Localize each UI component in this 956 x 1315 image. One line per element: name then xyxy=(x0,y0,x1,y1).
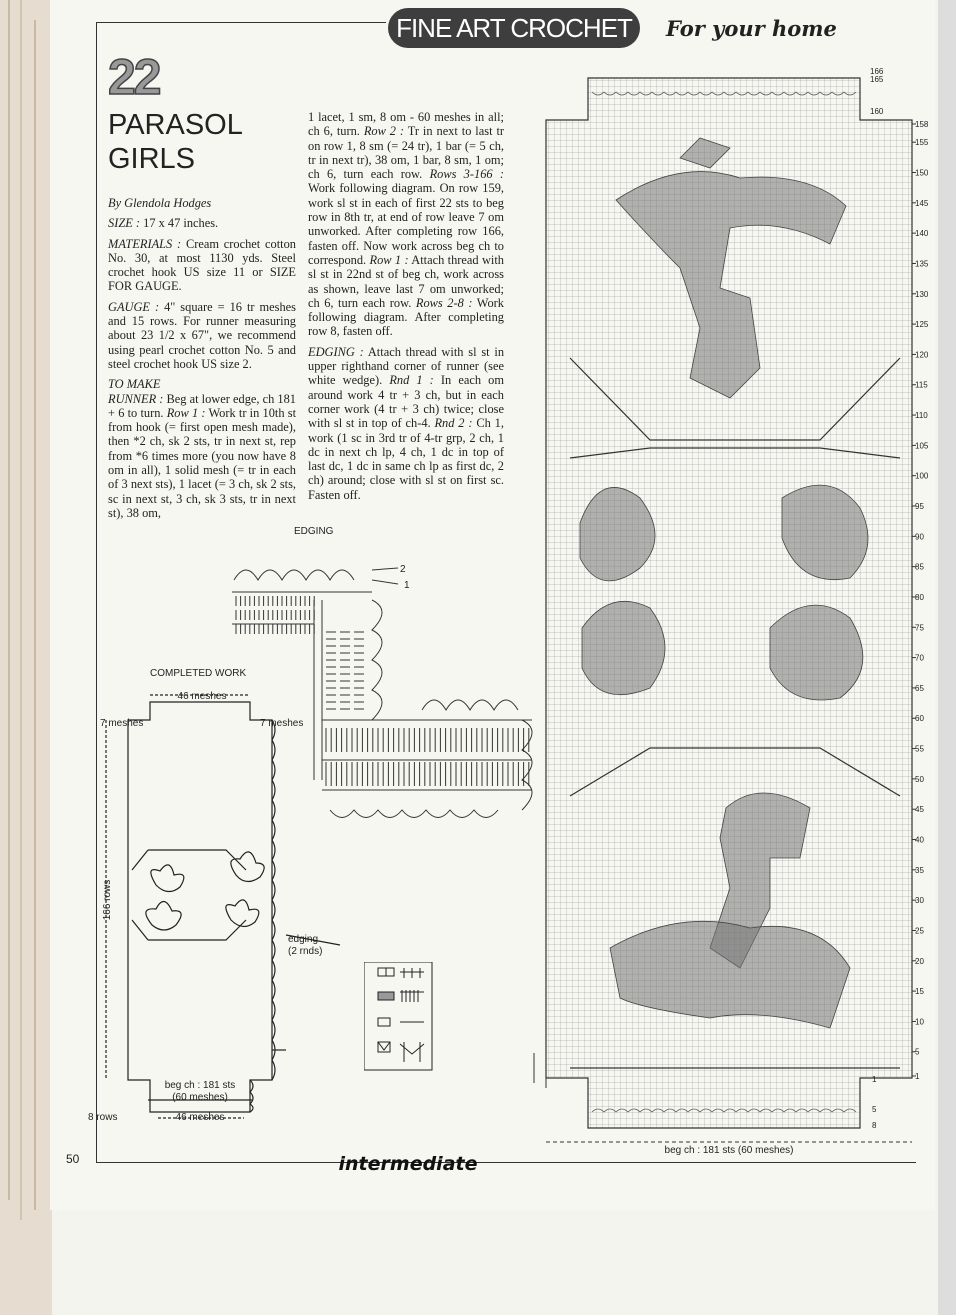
completed-edging-note-2: (2 rnds) xyxy=(288,946,323,957)
chart-bottom-row-label: 5 xyxy=(872,1105,877,1114)
chart-row-label: 60 xyxy=(915,714,924,724)
completed-edging-note-1: edging xyxy=(288,934,319,945)
chart-row-label: 50 xyxy=(915,774,924,784)
completed-height: 166 rows xyxy=(102,879,113,921)
chart-row-label: 130 xyxy=(915,289,929,299)
chart-row-label: 95 xyxy=(915,502,924,512)
chart-row-label: 105 xyxy=(915,441,929,451)
completed-top-width: 46 meshes xyxy=(177,691,227,702)
chart-row-label: 80 xyxy=(915,592,924,602)
chart-row-label: 5 xyxy=(915,1047,920,1057)
flower-motif-left-bottom-icon xyxy=(582,601,665,694)
instructions-column-1 xyxy=(108,196,296,520)
chart-bottom-row-label: 1 xyxy=(872,1075,877,1084)
chart-row-label: 35 xyxy=(915,865,924,875)
book-binding xyxy=(0,0,52,1315)
completed-bottom-rows: 8 rows xyxy=(88,1112,118,1123)
materials-paragraph: MATERIALS : Cream crochet cotton No. 30, at most 1130 yds. Steel crochet hook US size 11 or SIZE FOR GAUGE. xyxy=(108,236,296,294)
legend-open-mesh-icon xyxy=(378,968,386,976)
section-tagline: For your home xyxy=(666,16,837,41)
chart-row-label: 155 xyxy=(915,138,929,148)
chart-row-label: 40 xyxy=(915,835,924,845)
page-number: 50 xyxy=(66,1152,80,1166)
completed-bottom-width: 46 meshes xyxy=(175,1112,225,1123)
completed-left-step: 7 meshes xyxy=(100,718,144,729)
chart-row-label: 115 xyxy=(915,380,928,390)
skill-level-badge: intermediate xyxy=(338,1153,478,1175)
completed-work-diagram xyxy=(86,680,356,1140)
edging-rnd-2-label: 2 xyxy=(400,564,406,575)
completed-beg-ch-2: (60 meshes) xyxy=(172,1092,228,1103)
chart-row-label: 1 xyxy=(915,1072,920,1081)
edging-rnd-1-label: 1 xyxy=(404,580,410,591)
chart-row-label: 65 xyxy=(915,683,924,693)
chart-row-label: 10 xyxy=(915,1017,924,1027)
completed-beg-ch-1: beg ch : 181 sts xyxy=(164,1080,236,1091)
chart-row-label: 90 xyxy=(915,532,924,542)
filet-chart xyxy=(530,68,950,1158)
gauge-paragraph: GAUGE : 4" square = 16 tr meshes and 15 rows. For runner measuring about 23 1/2 x 67", we recommend using pearl crochet cotton No. 5 and steel crochet hook US size 2. xyxy=(108,299,296,371)
chart-row-label: 158 xyxy=(915,120,929,129)
chart-row-label: 145 xyxy=(915,198,929,208)
stitch-legend xyxy=(364,962,434,1072)
flower-motif-right-bottom-icon xyxy=(770,605,863,700)
chart-row-label: 45 xyxy=(915,805,924,815)
edging-diagram-title: EDGING xyxy=(294,526,334,537)
completed-right-step: 7 meshes xyxy=(260,718,304,729)
chart-top-label: 166 xyxy=(870,68,884,76)
chart-row-label: 30 xyxy=(915,896,924,906)
instructions-column-2 xyxy=(308,110,504,508)
pattern-title: PARASOL GIRLS xyxy=(108,109,242,175)
chart-row-label: 75 xyxy=(915,623,924,633)
section-banner: FINE ART CROCHET xyxy=(388,8,640,48)
legend-solid-mesh-icon xyxy=(378,992,394,1000)
byline: By Glendola Hodges xyxy=(108,196,212,210)
chart-row-label: 20 xyxy=(915,956,924,966)
chart-row-label: 125 xyxy=(915,320,929,330)
chart-row-label: 110 xyxy=(915,411,928,421)
chart-top-label: 165 xyxy=(870,75,884,84)
chart-row-label: 140 xyxy=(915,229,929,239)
chart-row-label: 55 xyxy=(915,744,924,754)
chart-row-label: 120 xyxy=(915,350,929,360)
chart-row-label: 100 xyxy=(915,471,929,481)
chart-row-label: 150 xyxy=(915,168,929,178)
legend-bar-icon xyxy=(378,1018,390,1026)
to-make-paragraph: TO MAKE RUNNER : Beg at lower edge, ch 181 + 6 to turn. Row 1 : Work tr in 10th st from hook (= first open mesh made), then *2 ch, sk 2 sts, tr in next st, rep from *6 times more (you now have 8 om in all), 1 solid mesh (= tr in each of 3 next sts), 1 lacet (= 3 ch, sk 2 sts, sc in next st, 3 ch, sk 3 sts, tr in next st), 38 om, xyxy=(108,377,297,520)
pattern-number: 22 xyxy=(108,49,160,105)
chart-row-label: 85 xyxy=(915,562,924,572)
chart-top-label: 160 xyxy=(870,107,884,116)
edging-paragraph: EDGING : Attach thread with sl st in upper righthand corner of runner (see white wedge). Rnd 1 : In each om around work 4 tr + 3 ch, but in each corner work (4 tr + 3 ch) twice; close with sl st in top of ch-4. Rnd 2 : Ch 1, work (1 sc in 3rd tr of 4-tr grp, 2 ch, 1 dc in next ch lp, 4 ch, 1 dc in top of last dc, 1 dc in same ch lp as first dc, 2 ch) around; close with sl st on first sc. Fasten off. xyxy=(308,344,505,502)
chart-row-label: 70 xyxy=(915,653,924,663)
runner-continued: 1 lacet, 1 sm, 8 om - 60 meshes in all; ch 6, turn. Row 2 : Tr in next to last tr on row 1, 8 sm (= 24 tr), 1 bar (= 5 ch, tr in next tr), 38 om, 1 bar, 8 sm, 1 om; ch 6, turn each row. Rows 3-166 : Work following diagram. On row 159, work sl st in each of first 22 sts to beg row in 8th tr, at end of row leave 7 om unworked. After completing row 166, fasten off. Now work across beg ch to correspond. Row 1 : Attach thread with sl st in 22nd st of beg ch, work across as shown, leave last 7 om unworked; ch 6, turn each row. Rows 2-8 : Work following diagram. After completing row 8, fasten off. xyxy=(308,110,505,339)
frame-bottom-rule xyxy=(96,1162,916,1163)
frame-top-rule xyxy=(96,22,386,23)
size-paragraph: SIZE : 17 x 47 inches. xyxy=(108,216,219,231)
chart-row-label: 135 xyxy=(915,259,929,269)
chart-row-label: 25 xyxy=(915,926,924,936)
completed-work-title: COMPLETED WORK xyxy=(150,668,247,679)
chart-bottom-row-label: 8 xyxy=(872,1121,877,1130)
chart-row-label: 15 xyxy=(915,987,924,997)
chart-bottom-caption: beg ch : 181 sts (60 meshes) xyxy=(664,1145,794,1156)
